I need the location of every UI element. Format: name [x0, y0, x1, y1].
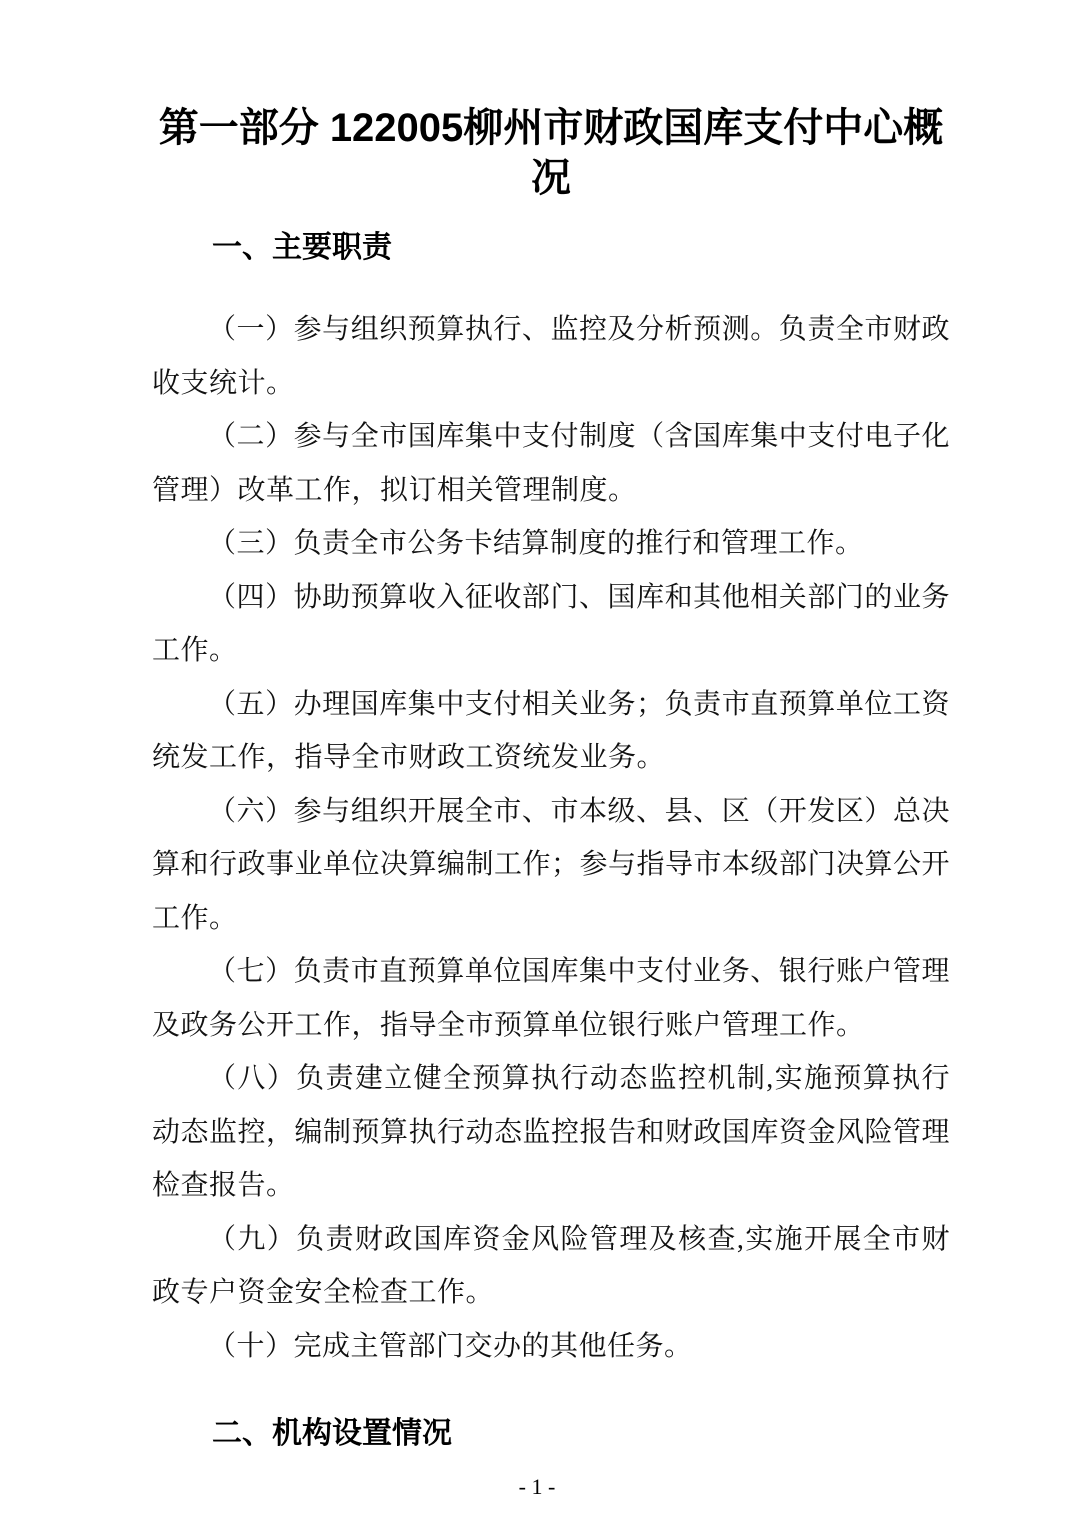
duty-paragraph-2: （二）参与全市国库集中支付制度（含国库集中支付电子化管理）改革工作，拟订相关管理制度。 [152, 421, 950, 506]
duty-paragraph-4: （四）协助预算收入征收部门、国库和其他相关部门的业务工作。 [152, 581, 950, 666]
duty-paragraph-9: （九）负责财政国库资金风险管理及核查,实施开展全市财政专户资金安全检查工作。 [152, 1223, 950, 1308]
page-number: - 1 - [518, 1474, 556, 1499]
document-title: 第一部分 122005柳州市财政国库支付中心概况 [158, 106, 944, 200]
duty-paragraph-10: （十）完成主管部门交办的其他任务。 [208, 1330, 693, 1362]
duty-paragraph-3: （三）负责全市公务卡结算制度的推行和管理工作。 [208, 528, 864, 559]
section-heading-main-duties: 一、主要职责 [212, 231, 392, 264]
duty-paragraph-8: （八）负责建立健全预算执行动态监控机制,实施预算执行动态监控，编制预算执行动态监控报告和财政国库资金风险管理检查报告。 [152, 1063, 951, 1201]
duty-paragraph-6: （六）参与组织开展全市、市本级、县、区（开发区）总决算和行政事业单位决算编制工作；参与指导市本级部门决算公开工作。 [152, 795, 951, 934]
section-heading-organization: 二、机构设置情况 [212, 1417, 452, 1450]
document-content [152, 0, 950, 1452]
duty-paragraph-1: （一）参与组织预算执行、监控及分析预测。负责全市财政收支统计。 [152, 314, 950, 399]
duty-paragraph-7: （七）负责市直预算单位国库集中支付业务、银行账户管理及政务公开工作，指导全市预算单位银行账户管理工作。 [152, 956, 950, 1041]
duty-paragraph-5: （五）办理国库集中支付相关业务；负责市直预算单位工资统发工作，指导全市财政工资统发业务。 [152, 688, 950, 773]
